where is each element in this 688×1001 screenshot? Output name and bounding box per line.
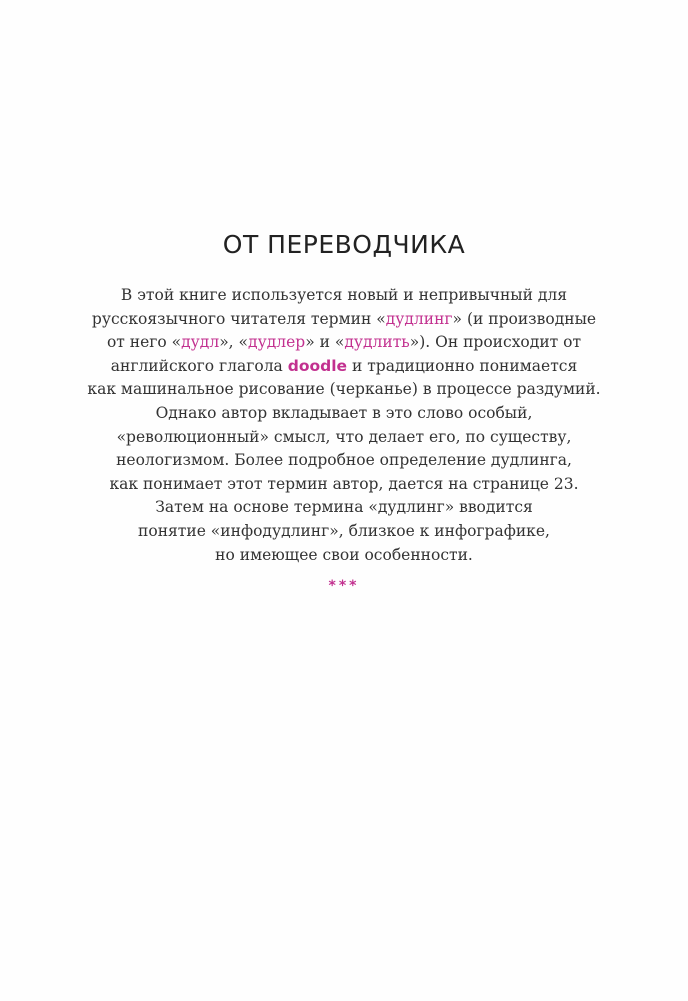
- text-line: [0, 402, 688, 426]
- text-segment: » и «: [305, 333, 345, 352]
- text-segment: английского глагола: [110, 356, 288, 375]
- highlighted-term: дудлер: [248, 333, 306, 352]
- text-segment: как понимает этот термин автор, дается на странице 23.: [109, 474, 579, 493]
- text-segment: «революционный» смысл, что делает его, по существу,: [116, 427, 572, 446]
- text-segment: как машинальное рисование (черканье) в процессе раздумий.: [87, 380, 601, 399]
- highlighted-term: дудлинг: [385, 309, 453, 328]
- text-line: [0, 473, 688, 497]
- highlighted-term: дудл: [181, 333, 220, 352]
- text-line: [0, 284, 688, 308]
- section-separator: ***: [328, 578, 360, 594]
- text-line: [0, 426, 688, 450]
- text-line: [0, 355, 688, 379]
- highlighted-term: doodle: [287, 356, 348, 375]
- page-title: ОТ ПЕРЕВОДЧИКА: [222, 230, 466, 259]
- text-segment: и традиционно понимается: [347, 356, 578, 375]
- text-segment: но имеющее свои особенности.: [215, 545, 473, 564]
- highlighted-term: дудлить: [344, 333, 410, 352]
- text-line: [0, 449, 688, 473]
- text-segment: Затем на основе термина «дудлинг» вводится: [155, 498, 533, 517]
- text-segment: » (и производные: [452, 309, 597, 328]
- text-segment: неологизмом. Более подробное определение дудлинга,: [116, 451, 572, 470]
- text-segment: от него «: [106, 333, 182, 352]
- translator-note-text: [0, 284, 688, 567]
- text-segment: В этой книге используется новый и непривычный для: [120, 286, 568, 304]
- text-segment: Однако автор вкладывает в это слово особый,: [155, 403, 533, 422]
- text-line: [0, 331, 688, 355]
- text-line: [0, 544, 688, 568]
- text-segment: »). Он происходит от: [409, 333, 582, 352]
- text-line: [0, 496, 688, 520]
- text-line: [0, 520, 688, 544]
- text-segment: понятие «инфодудлинг», близкое к инфографике,: [138, 521, 550, 540]
- text-line: [0, 378, 688, 402]
- text-segment: русскоязычного читателя термин «: [91, 309, 386, 328]
- text-line: [0, 308, 688, 332]
- text-segment: », «: [219, 333, 249, 352]
